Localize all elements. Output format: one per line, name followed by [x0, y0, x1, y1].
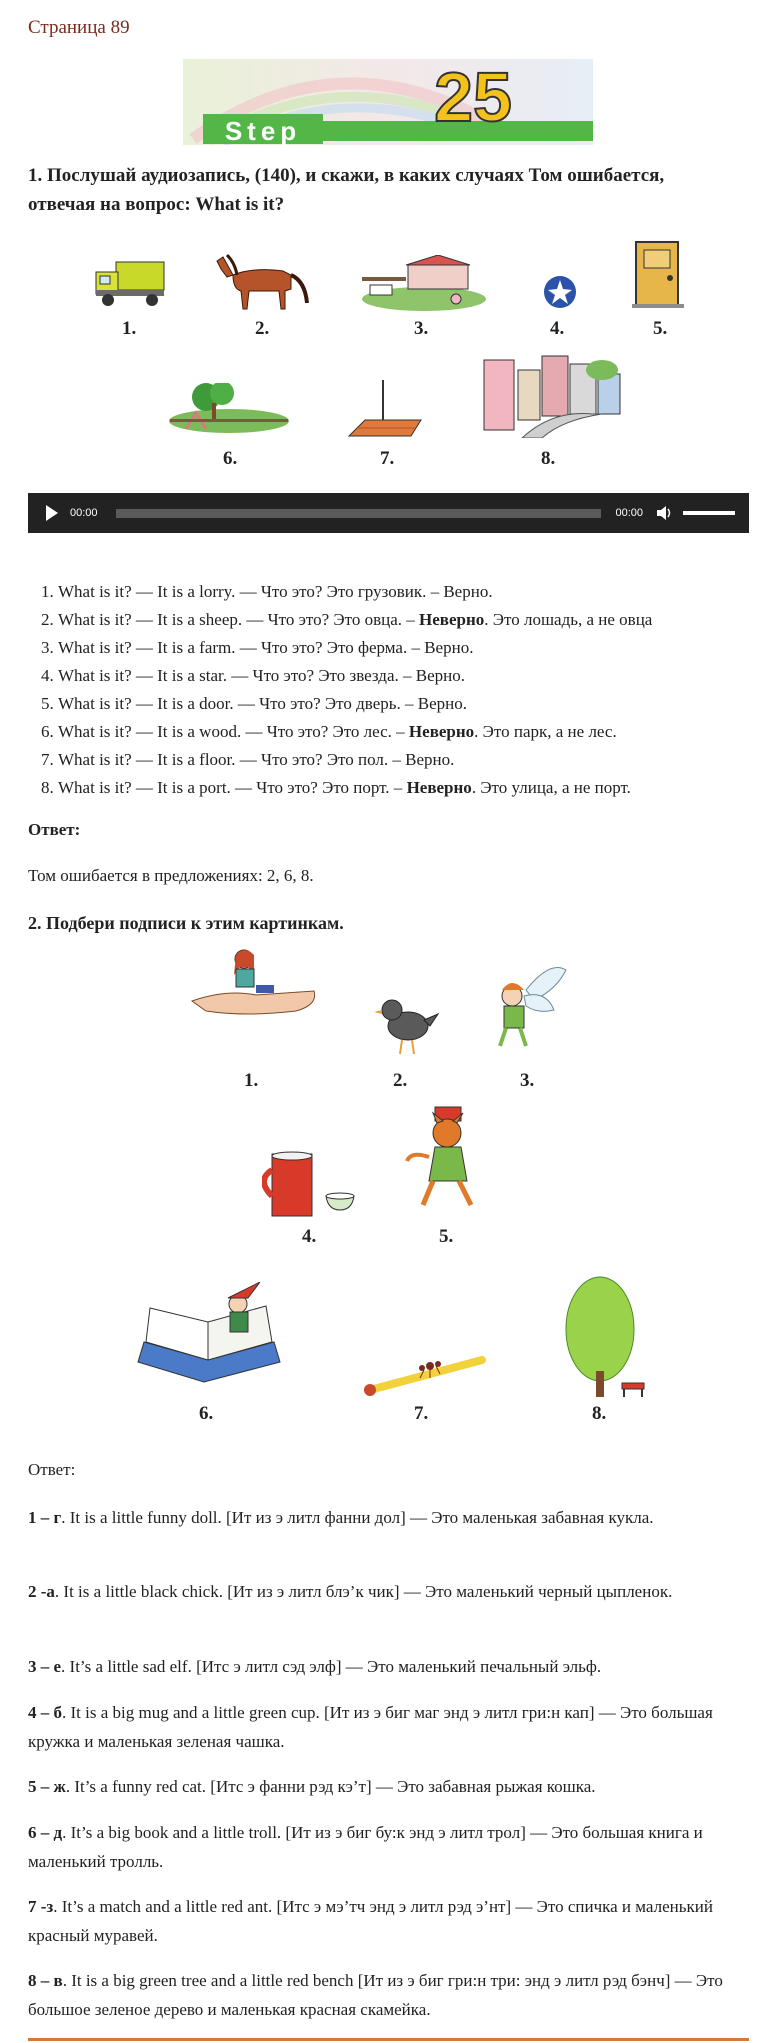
task1-pic-number: 1. — [122, 318, 137, 339]
task2-pic-number: 8. — [592, 1403, 607, 1424]
volume-slider[interactable] — [683, 511, 735, 515]
task2-pic-number: 5. — [439, 1226, 454, 1247]
lorry-picture — [92, 258, 168, 308]
door-picture — [632, 240, 684, 310]
task2-answer-label: Ответ: — [28, 1460, 76, 1479]
list-item: 7 -з. It’s a match and a little red ant. [Итс э мэ’тч энд э литл рэд э’нт] — Это спичка и маленький красный муравей. — [28, 1897, 713, 1945]
list-item: 8 – в. It is a big green tree and a little red bench [Ит из э биг гри:н три: энд э литл рэд бэнч] — Это большое зеленое дерево и маленькая красная скамейка. — [28, 1971, 723, 2019]
doll-in-hand-picture — [186, 945, 320, 1017]
list-item: 2. What is it? — It is a sheep. — Что это? Это овца. – Неверно. Это лошадь, а не овца — [58, 606, 783, 634]
task2-pic-number: 1. — [244, 1070, 259, 1091]
list-item: 4. What is it? — It is a star. — Что это? Это звезда. – Верно. — [58, 662, 783, 690]
list-item: 7. What is it? — It is a floor. — Что это? Это пол. – Верно. — [58, 746, 783, 774]
task2-pic-number: 6. — [199, 1403, 214, 1424]
task2-pic-number: 7. — [414, 1403, 429, 1424]
task2-pic-number: 2. — [393, 1070, 408, 1091]
play-icon[interactable] — [46, 505, 58, 521]
current-time: 00:00 — [70, 507, 98, 519]
farm-picture — [360, 255, 488, 311]
page-number: Страница 89 — [28, 17, 130, 38]
list-item: 6 – д. It’s a big book and a little troll. [Ит из э биг бу:к энд э литл трол] — Это большая книга и маленький тролль. — [28, 1823, 703, 1871]
step-number: 25 — [434, 59, 512, 136]
elf-picture — [490, 960, 570, 1056]
task1-pic-number: 3. — [414, 318, 429, 339]
task1-answer-text: Том ошибается в предложениях: 2, 6, 8. — [28, 866, 314, 885]
step-banner — [183, 59, 593, 145]
tree-and-bench-picture — [560, 1275, 650, 1400]
task2-pic-number: 3. — [520, 1070, 535, 1091]
list-item: 4 – б. It is a big mug and a little green cup. [Ит из э биг маг энд э литл гри:н кап] — Это большая кружка и маленькая зеленая чашка. — [28, 1703, 713, 1751]
task1-pic-number: 8. — [541, 448, 556, 469]
list-item: 3. What is it? — It is a farm. — Что это? Это ферма. – Верно. — [58, 634, 783, 662]
list-item: 5 – ж. It’s a funny red cat. [Итс э фанни рэд кэ’т] — Это забавная рыжая кошка. — [28, 1777, 596, 1796]
list-item: 3 – е. It’s a little sad elf. [Итс э литл сэд элф] — Это маленький печальный эльф. — [28, 1657, 602, 1676]
star-picture — [540, 274, 580, 310]
list-item: 6. What is it? — It is a wood. — Что это? Это лес. – Неверно. Это парк, а не лес. — [58, 718, 783, 746]
task1-answer-list — [28, 578, 783, 802]
task1-answer-label: Ответ: — [28, 820, 81, 839]
mug-and-cup-picture — [262, 1150, 362, 1220]
list-item: 1. What is it? — It is a lorry. — Что это? Это грузовик. – Верно. — [58, 578, 783, 606]
task1-pic-number: 7. — [380, 448, 395, 469]
horse-picture — [213, 245, 313, 315]
task1-pic-number: 2. — [255, 318, 270, 339]
step-word: Step — [224, 116, 302, 145]
match-and-ant-picture — [362, 1350, 488, 1400]
task1-pic-number: 4. — [550, 318, 565, 339]
cat-picture — [405, 1105, 487, 1215]
audio-player[interactable] — [28, 493, 749, 533]
list-item: 1 – г. It is a little funny doll. [Ит из э литл фанни дол] — Это маленькая забавная кукла. — [28, 1508, 654, 1527]
bottom-divider — [28, 2038, 749, 2041]
book-and-troll-picture — [134, 1282, 284, 1394]
task1-title: 1. Послушай аудиозапись, (140), и скажи, в каких случаях Том ошибается, отвечая на вопрос: What is it? — [28, 165, 665, 215]
task1-pic-number: 5. — [653, 318, 668, 339]
street-picture — [482, 350, 622, 438]
chick-picture — [372, 990, 442, 1058]
task2-title: 2. Подбери подписи к этим картинкам. — [28, 913, 344, 933]
duration: 00:00 — [615, 507, 643, 519]
task1-pic-number: 6. — [223, 448, 238, 469]
list-item: 2 -а. It is a little black chick. [Ит из э литл блэ’к чик] — Это маленький черный цыпленок. — [28, 1582, 673, 1601]
task2-pic-number: 4. — [302, 1226, 317, 1247]
volume-icon[interactable] — [655, 504, 673, 522]
audio-progress-track[interactable] — [116, 509, 602, 518]
list-item: 8. What is it? — It is a port. — Что это? Это порт. – Неверно. Это улица, а не порт. — [58, 774, 783, 802]
park-picture — [166, 383, 292, 435]
list-item: 5. What is it? — It is a door. — Что это? Это дверь. – Верно. — [58, 690, 783, 718]
floor-picture — [345, 380, 425, 440]
